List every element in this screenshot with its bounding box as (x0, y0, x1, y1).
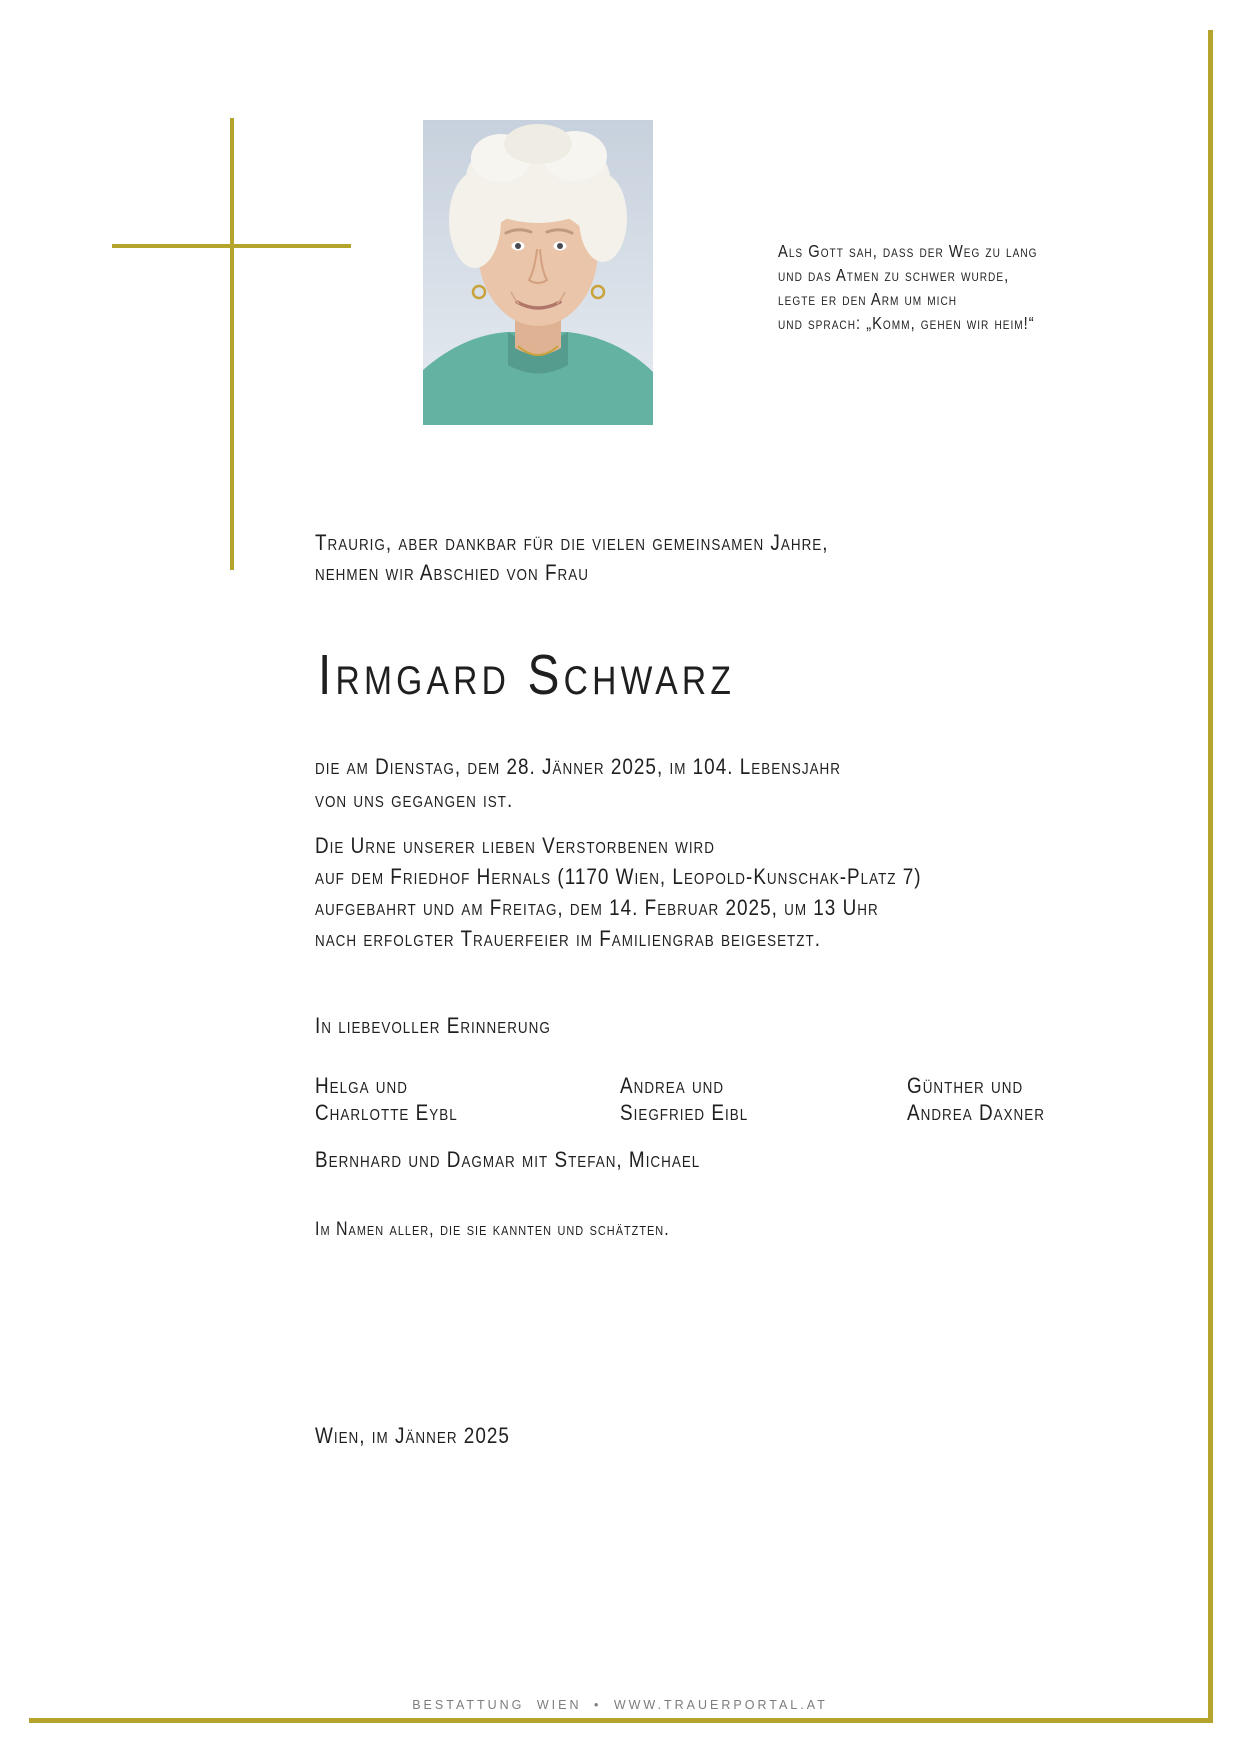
mourner-name: Andrea Daxner (907, 1100, 1045, 1125)
intro-text (315, 528, 829, 588)
gold-border-bottom (29, 1718, 1213, 1723)
deceased-name: Irmgard Schwarz (318, 643, 736, 707)
death-info-line: die am Dienstag, dem 28. Jänner 2025, im 104. Lebensjahr (315, 754, 841, 779)
mourner-name: Andrea und (620, 1073, 725, 1098)
death-info-line: von uns gegangen ist. (315, 787, 514, 812)
mourners-additional: Bernhard und Dagmar mit Stefan, Michael (315, 1147, 701, 1172)
mourner-name: Helga und (315, 1073, 408, 1098)
funeral-info (315, 830, 922, 954)
mourners-closing: Im Namen aller, die sie kannten und schätzten. (315, 1219, 670, 1240)
verse-line: und das Atmen zu schwer wurde, (778, 265, 1010, 285)
intro-line: Traurig, aber dankbar für die vielen gemeinsamen Jahre, (315, 530, 829, 555)
footer-publisher: BESTATTUNG WIEN • WWW.TRAUERPORTAL.AT (412, 1698, 828, 1712)
place-date: Wien, im Jänner 2025 (315, 1423, 510, 1448)
mourners-column-1 (315, 1072, 458, 1126)
mourner-name: Günther und (907, 1073, 1024, 1098)
funeral-info-line: Die Urne unserer lieben Verstorbenen wird (315, 833, 715, 858)
portrait-photo (423, 120, 653, 425)
verse-line: Als Gott sah, dass der Weg zu lang (778, 241, 1038, 261)
gold-border-right (1208, 30, 1213, 1723)
death-info (315, 750, 841, 816)
verse-line: und sprach: „Komm, gehen wir heim!“ (778, 313, 1035, 333)
funeral-info-line: aufgebahrt und am Freitag, dem 14. Februar 2025, um 13 Uhr (315, 895, 879, 920)
intro-line: nehmen wir Abschied von Frau (315, 560, 589, 585)
mourners-column-2 (620, 1072, 748, 1126)
cross-icon (230, 118, 234, 570)
mourners-column-3 (907, 1072, 1045, 1126)
verse-line: legte er den Arm um mich (778, 289, 958, 309)
cross-icon-arm (112, 244, 351, 248)
funeral-info-line: nach erfolgter Trauerfeier im Familiengrab beigesetzt. (315, 926, 821, 951)
funeral-info-line: auf dem Friedhof Hernals (1170 Wien, Leopold-Kunschak-Platz 7) (315, 864, 922, 889)
mourner-name: Siegfried Eibl (620, 1100, 749, 1125)
remembrance-heading: In liebevoller Erinnerung (315, 1013, 551, 1038)
memorial-verse (778, 239, 1037, 335)
mourner-name: Charlotte Eybl (315, 1100, 458, 1125)
